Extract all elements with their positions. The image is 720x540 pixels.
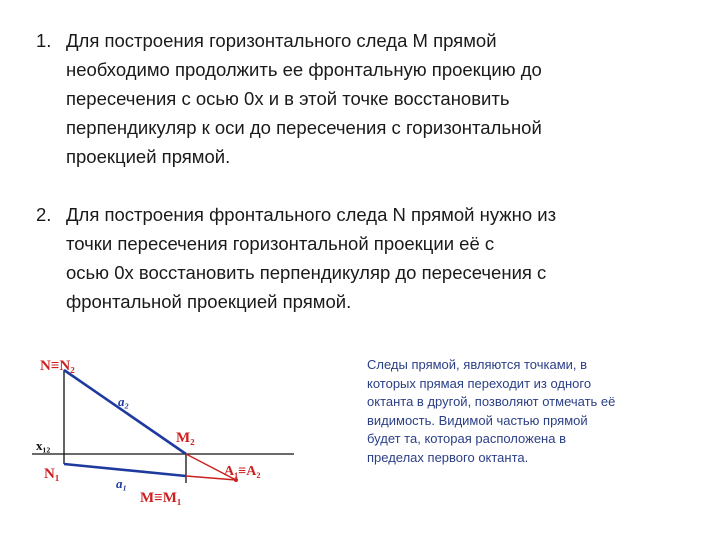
paragraph-line: необходимо продолжить ее фронтальную проекцию до (66, 59, 542, 80)
paragraph-line: точки пересечения горизонтальной проекции её с (66, 233, 495, 254)
label-a-point: A₁≡A₂ (224, 464, 261, 479)
frontal-projection-a2 (64, 370, 186, 454)
label-n-trace: N≡N₂ (40, 358, 75, 374)
paragraph-line: проекцией прямой. (66, 146, 231, 167)
paragraph-frontal-trace (36, 200, 556, 316)
paragraph-line: фронтальной проекцией прямой. (66, 291, 352, 312)
paragraph-line: 1. Для построения горизонтального следа М прямой (36, 26, 542, 55)
label-m-trace: M≡M₁ (140, 490, 182, 506)
note-line: Следы прямой, являются точками, в (367, 357, 588, 372)
paragraph-horizontal-trace (36, 26, 542, 171)
label-a1: a₁ (116, 476, 128, 491)
note-line: видимость. Видимой частью прямой (367, 412, 588, 428)
paragraph-line: осью 0х восстановить перпендикуляр до пересечения с (66, 262, 547, 283)
paragraph-number: 1. (36, 30, 52, 51)
label-x12: x₁₂ (36, 438, 51, 453)
note-line: будет та, которая расположена в (367, 431, 566, 446)
paragraph-line: пересечения с осью 0х и в этой точке восстановить (66, 88, 510, 109)
label-n1: N₁ (44, 466, 60, 482)
label-m2: M₂ (176, 430, 195, 446)
line-traces-diagram (28, 340, 298, 530)
traces-note (367, 356, 697, 467)
paragraph-line: перпендикуляр к оси до пересечения с горизонтальной (66, 117, 542, 138)
note-line: которых прямая переходит из одного (367, 375, 592, 391)
paragraph-number: 2. (36, 204, 52, 225)
paragraph-line: 2. Для построения фронтального следа N прямой нужно из (36, 200, 556, 229)
note-line: пределах первого октанта. (367, 449, 529, 465)
horizontal-projection-a1 (64, 464, 186, 476)
label-a2: a₂ (118, 394, 130, 409)
note-line: октанта в другой, позволяют отмечать её (367, 394, 616, 409)
